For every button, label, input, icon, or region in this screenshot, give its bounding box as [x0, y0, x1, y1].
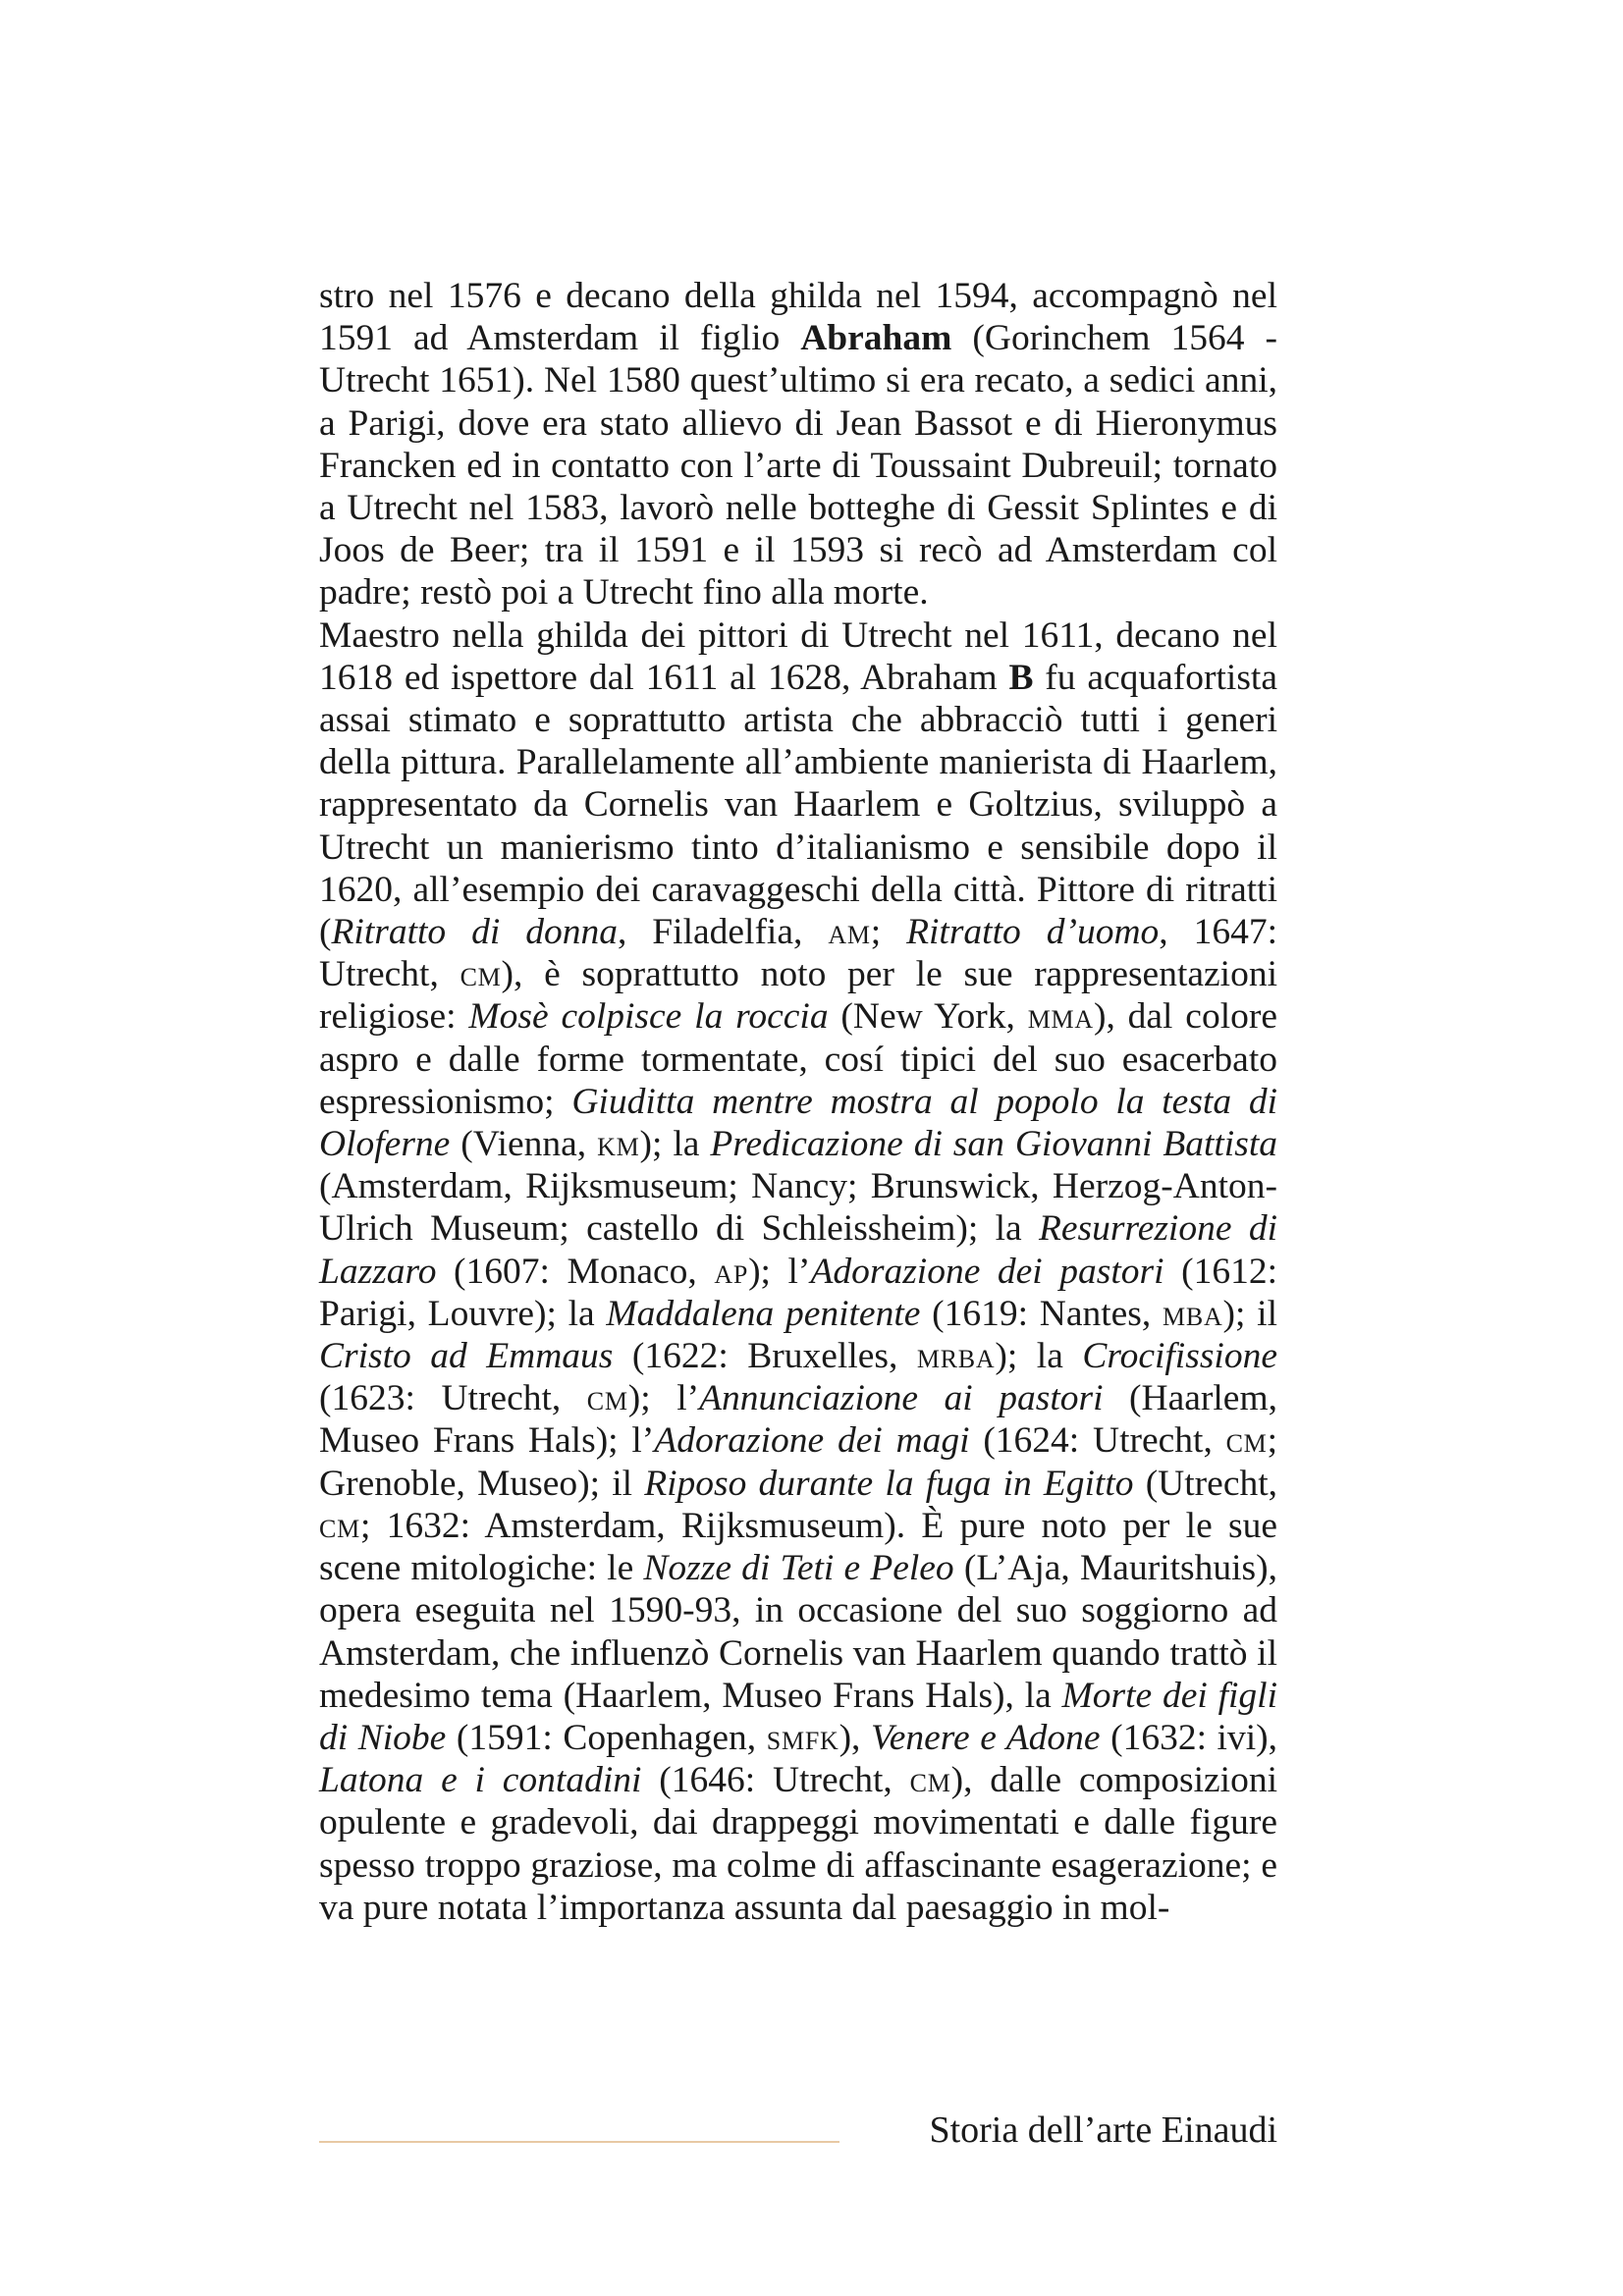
text-run: (Vienna,: [450, 1124, 598, 1165]
text-run: , Filadelfia,: [617, 912, 829, 953]
artwork-title: Ritratto d’uomo: [906, 912, 1160, 953]
text-run: ),: [839, 1717, 871, 1758]
artwork-title: Crocifissione: [1082, 1336, 1277, 1377]
main-text: [319, 275, 1277, 1929]
museum-abbreviation: smfk: [766, 1717, 839, 1758]
text-run: ; Grenoble, Museo); il: [319, 1420, 1277, 1504]
text-run: ); l’: [627, 1378, 700, 1419]
text-run: (New York,: [828, 996, 1028, 1038]
text-run: (Gorinchem 1564 - Utrecht 1651). Nel 1580 quest’ultimo si era recato, a sedici anni, a Parigi, dove era stato allievo di Jean Bassot e di Hieronymus Francken ed in contatto con l’arte di Toussaint Dubreuil; tornato a Utrecht nel 1583, lavorò nelle botteghe di Gessit Splintes e di Joos de Beer; tra il 1591 e il 1593 si recò ad Amsterdam col padre; restò poi a Utrecht fino alla morte.: [319, 318, 1277, 614]
artwork-title: Giuditta mentre mostra al popolo la testa di Oloferne: [319, 1081, 1277, 1165]
artwork-title: Venere e Adone: [871, 1717, 1101, 1758]
artwork-title: Nozze di Teti e Peleo: [643, 1548, 954, 1589]
museum-abbreviation: mma: [1027, 996, 1094, 1038]
text-run: (Haarlem, Museo Frans Hals); l’: [319, 1378, 1277, 1462]
museum-abbreviation: cm: [586, 1378, 628, 1419]
text-run: ), è soprattutto noto per le sue rappresentazioni religiose:: [319, 954, 1277, 1038]
text-run: ); il: [1222, 1293, 1277, 1334]
name-emphasis: Abraham: [800, 318, 952, 359]
text-run: (1612: Parigi, Louvre); la: [319, 1251, 1277, 1334]
footer-series-title: Storia dell’arte Einaudi: [929, 2109, 1277, 2151]
artwork-title: Latona e i contadini: [319, 1760, 642, 1801]
museum-abbreviation: cm: [909, 1760, 951, 1801]
artwork-title: Riposo durante la fuga in Egitto: [644, 1463, 1134, 1504]
text-run: ); la: [995, 1336, 1083, 1377]
text-run: ); la: [639, 1124, 711, 1165]
museum-abbreviation: mba: [1163, 1293, 1223, 1334]
footer-rule: [319, 2141, 839, 2143]
text-run: Maestro nella ghilda dei pittori di Utrecht nel 1611, decano nel 1618 ed ispettore dal 1611 al 1628, Abraham: [319, 614, 1277, 698]
text-run: (1607: Monaco,: [436, 1251, 715, 1292]
text-run: (Amsterdam, Rijksmuseum; Nancy; Brunswick, Herzog-Anton-Ulrich Museum; castello di Schleissheim); la: [319, 1166, 1277, 1250]
museum-abbreviation: cm: [460, 954, 502, 995]
artwork-title: Morte dei figli di Niobe: [319, 1675, 1277, 1758]
text-run: (1619: Nantes,: [920, 1293, 1163, 1334]
artwork-title: Predicazione di san Giovanni Battista: [710, 1124, 1277, 1165]
artwork-title: Annunciazione ai pastori: [699, 1378, 1104, 1419]
text-run: (L’Aja, Mauritshuis), opera eseguita nel 1590-93, in occasione del suo soggiorno ad Amsterdam, che influenzò Cornelis van Haarlem quando trattò il medesimo tema (Haarlem, Museo Frans Hals), la: [319, 1548, 1277, 1716]
artwork-title: Resurrezione di Lazzaro: [319, 1208, 1277, 1292]
text-run: ), dal colore aspro e dalle forme tormentate, cosí tipici del suo esacerbato espressionismo;: [319, 996, 1278, 1122]
text-run: (1623: Utrecht,: [319, 1378, 587, 1419]
paragraph-2: [319, 614, 1277, 1929]
artwork-title: Ritratto di donna: [331, 912, 618, 953]
text-run: (Utrecht,: [1133, 1463, 1278, 1504]
name-emphasis: B: [1008, 657, 1034, 698]
text-run: (1622: Bruxelles,: [613, 1336, 917, 1377]
text-run: ), dalle composizioni opulente e gradevoli, dai drappeggi movimentati e dalle figure spesso troppo graziose, ma colme di affascinante esagerazione; e va pure notata l’importanza assunta dal paesaggio in mol-: [319, 1760, 1277, 1928]
text-run: (1632: ivi),: [1100, 1717, 1278, 1758]
text-run: stro nel 1576 e decano della ghilda nel 1594, accompagnò nel 1591 ad Amsterdam il figlio: [319, 276, 1277, 359]
paragraph-1: [319, 275, 1277, 614]
text-run: (1591: Copenhagen,: [446, 1717, 767, 1758]
museum-abbreviation: ap: [714, 1251, 749, 1292]
museum-abbreviation: mrba: [916, 1336, 996, 1377]
text-run: ; 1632: Amsterdam, Rijksmuseum). È pure noto per le sue scene mitologiche: le: [319, 1505, 1277, 1589]
artwork-title: Mosè colpisce la roccia: [468, 996, 829, 1038]
museum-abbreviation: cm: [319, 1505, 360, 1546]
museum-abbreviation: cm: [1225, 1420, 1268, 1462]
text-run: (1646: Utrecht,: [641, 1760, 910, 1801]
artwork-title: Adorazione dei pastori: [810, 1251, 1164, 1292]
text-run: fu acquafortista assai stimato e soprattutto artista che abbracciò tutti i generi della pittura. Parallelamente all’ambiente manierista di Haarlem, rappresentato da Cornelis van Haarlem e Goltzius, sviluppò a Utrecht un manierismo tinto d’italianismo e sensibile dopo il 1620, all’esempio dei caravaggeschi della città. Pittore di ritratti (: [319, 657, 1277, 953]
text-run: ); l’: [748, 1251, 811, 1292]
artwork-title: Cristo ad Emmaus: [319, 1336, 614, 1377]
museum-abbreviation: am: [828, 912, 871, 953]
artwork-title: Maddalena penitente: [606, 1293, 921, 1334]
text-run: ;: [870, 912, 907, 953]
museum-abbreviation: km: [597, 1124, 640, 1165]
text-run: , 1647: Utrecht,: [319, 912, 1278, 995]
artwork-title: Adorazione dei magi: [654, 1420, 970, 1462]
text-run: (1624: Utrecht,: [969, 1420, 1226, 1462]
